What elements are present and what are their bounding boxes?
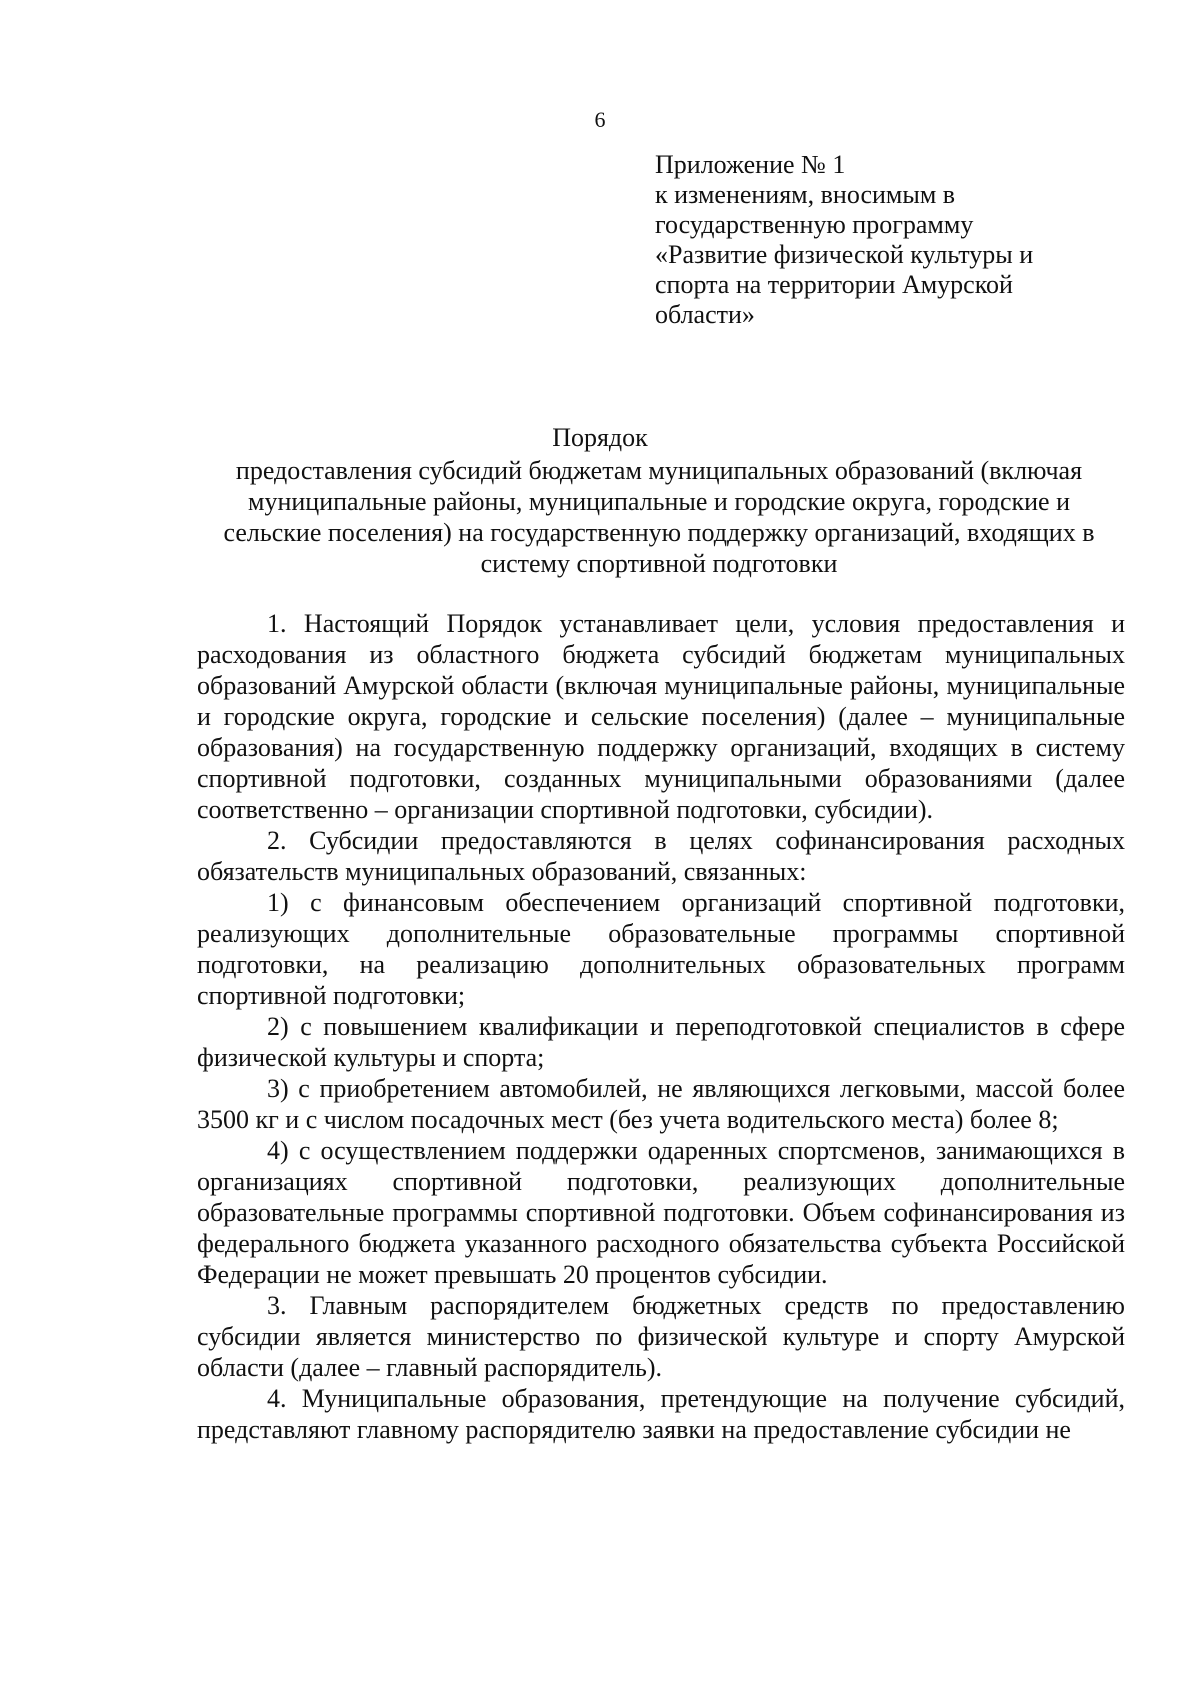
paragraph-4: 4. Муниципальные образования, претендующие на получение субсидий, представляют главному распорядителю заявки на предоставление субсидии не — [197, 1384, 1125, 1444]
appendix-line: «Развитие физической культуры и — [655, 240, 1034, 269]
subtitle-line: систему спортивной подготовки — [480, 549, 838, 578]
appendix-header — [655, 150, 1095, 330]
appendix-line: Приложение № 1 — [655, 150, 846, 179]
appendix-line: государственную программу — [655, 210, 974, 239]
paragraph-1: 1. Настоящий Порядок устанавливает цели, условия предоставления и расходования из областного бюджета субсидий бюджетам муниципальных образований Амурской области (включая муниципальные районы, муниципальные и городские округа, городские и сельские поселения) (далее – муниципальные образования) на государственную поддержку организаций, входящих в систему спортивной подготовки, созданных муниципальными образованиями (далее соответственно – организации спортивной подготовки, субсидии). — [197, 609, 1125, 824]
appendix-line: к изменениям, вносимым в — [655, 180, 956, 209]
subitem-3: 3) с приобретением автомобилей, не являющихся легковыми, массой более 3500 кг и с числом посадочных мест (без учета водительского места) более 8; — [197, 1074, 1125, 1134]
subitem-1: 1) с финансовым обеспечением организаций спортивной подготовки, реализующих дополнительные образовательные программы спортивной подготовки, на реализацию дополнительных образовательных программ спортивной подготовки; — [197, 888, 1125, 1010]
document-title: Порядок — [552, 423, 648, 452]
subtitle-line: сельские поселения) на государственную поддержку организаций, входящих в — [223, 518, 1095, 547]
page-number: 6 — [594, 107, 606, 132]
subitem-4: 4) с осуществлением поддержки одаренных спортсменов, занимающихся в организациях спортивной подготовки, реализующих дополнительные образовательные программы спортивной подготовки. Объем софинансирования из федерального бюджета указанного расходного обязательства субъекта Российской Федерации не может превышать 20 процентов субсидии. — [197, 1136, 1125, 1289]
appendix-line: спорта на территории Амурской — [655, 270, 1013, 299]
appendix-line: области» — [655, 300, 755, 329]
subtitle-line: муниципальные районы, муниципальные и городские округа, городские и — [248, 487, 1070, 516]
subtitle-line: предоставления субсидий бюджетам муниципальных образований (включая — [235, 456, 1083, 485]
subitem-2: 2) с повышением квалификации и переподготовкой специалистов в сфере физической культуры и спорта; — [197, 1012, 1125, 1072]
document-body — [197, 608, 1125, 1445]
paragraph-3: 3. Главным распорядителем бюджетных средств по предоставлению субсидии является министерство по физической культуре и спорту Амурской области (далее – главный распорядитель). — [197, 1291, 1125, 1382]
document-subtitle — [190, 455, 1128, 579]
paragraph-2: 2. Субсидии предоставляются в целях софинансирования расходных обязательств муниципальных образований, связанных: — [197, 826, 1125, 886]
